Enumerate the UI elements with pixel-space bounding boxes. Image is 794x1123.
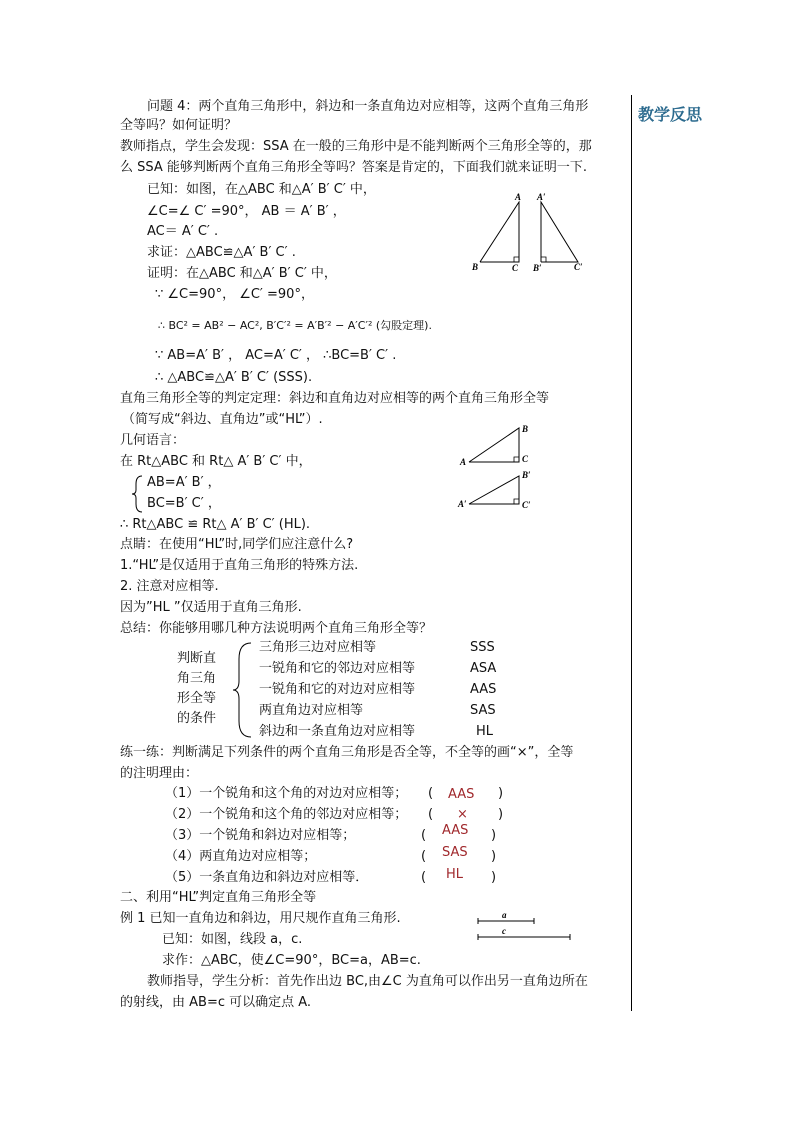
example1-construct: 求作：△ABC，使∠C=90°，BC=a，AB=c. [162, 953, 421, 968]
exercise-paren-2b: ) [498, 807, 504, 822]
summary-title: 总结：你能够用哪几种方法说明两个直角三角形全等？ [120, 621, 433, 636]
summary-abbr-1: SSS [470, 640, 495, 655]
summary-abbr-5: HL [476, 724, 494, 739]
label-c-prime-2: C′ [522, 500, 531, 510]
summary-label-2: 角三角 [177, 671, 217, 686]
exercise-line2: 的注明理由： [120, 766, 199, 781]
geometry-result: ∴ Rt△ABC ≌ Rt△ A′ B′ C′ (HL). [120, 517, 311, 532]
problem4-line2: 全等吗？如何证明？ [120, 118, 238, 133]
exercise-paren-2: ( [428, 807, 434, 822]
exercise-answer-4: SAS [442, 845, 468, 860]
proof-cond1: ∠C=∠ C′ =90°， AB ＝ A′ B′ ， [147, 204, 346, 219]
exercise-paren-4: ( [421, 849, 427, 864]
geometry-cond2: BC=B′ C′ ， [147, 496, 221, 511]
label-b-prime-2: B′ [522, 470, 531, 480]
exercise-paren-1b: ) [498, 786, 504, 801]
brace [130, 474, 146, 514]
exercise-line1: 练一练：判断满足下列条件的两个直角三角形是否全等，不全等的画“×”，全等 [120, 745, 574, 760]
proof-known: 已知：如图，在△ABC 和△A′ B′ C′ 中， [147, 182, 376, 197]
theorem-line2: （简写成“斜边、直角边”或“HL”）. [122, 412, 323, 427]
problem4-line1: 问题 4：两个直角三角形中，斜边和一条直角边对应相等，这两个直角三角形 [147, 99, 589, 114]
sidebar-title: 教学反思 [638, 105, 703, 124]
label-a-prime-2: A′ [458, 499, 467, 509]
label-b-2: B [522, 424, 529, 434]
summary-label-1: 判断直 [177, 651, 217, 666]
summary-abbr-3: AAS [470, 682, 497, 697]
exercise-answer-5: HL [446, 867, 464, 882]
geometry-title: 几何语言： [120, 433, 186, 448]
exercise-paren-5: ( [421, 870, 427, 885]
tips-1: 1.“HL”是仅适用于直角三角形的特殊方法. [120, 558, 359, 573]
geometry-intro: 在 Rt△ABC 和 Rt△ A′ B′ C′ 中， [120, 454, 312, 469]
triangle-abc-2 [469, 428, 519, 462]
exercise-item-1: （1）一个锐角和这个角的对边对应相等； [165, 786, 408, 801]
tips-2: 2. 注意对应相等. [120, 579, 219, 594]
exercise-item-5: （5）一条直角边和斜边对应相等． [165, 870, 369, 885]
exercise-item-3: （3）一个锐角和斜边对应相等； [165, 828, 356, 843]
geometry-cond1: AB=A′ B′ ， [147, 475, 221, 490]
proof-since1: ∵ ∠C=90°， ∠C′ =90°， [155, 287, 314, 302]
exercise-paren-3: ( [421, 828, 427, 843]
proof-since2: ∵ AB=A′ B′ ， AC=A′ C′ ， ∴BC=B′ C′ . [155, 348, 397, 363]
segments-figure [472, 909, 576, 943]
guide-line1: 教师指导，学生分析：首先作出边 BC,由∠C 为直角可以作出另一直角边所在 [147, 974, 588, 989]
label-a-2: A [460, 457, 467, 467]
exercise-answer-3: AAS [442, 823, 469, 838]
summary-abbr-2: ASA [470, 661, 497, 676]
summary-row-4: 两直角边对应相等 [259, 703, 364, 718]
triangle-abc [480, 202, 519, 262]
summary-label-4: 的条件 [177, 711, 217, 726]
exercise-answer-2: × [457, 807, 468, 822]
label-b-prime: B′ [533, 263, 542, 273]
label-c: C [512, 263, 519, 273]
summary-row-5: 斜边和一条直角边对应相等 [259, 724, 416, 739]
triangle-figure-2 [455, 420, 545, 520]
label-a-prime: A′ [537, 192, 546, 202]
column-divider [631, 95, 632, 1011]
teacher-line1: 教师指点，学生会发现：SSA 在一般的三角形中是不能判断两个三角形全等的，那 [120, 139, 592, 154]
summary-label-3: 形全等 [177, 691, 217, 706]
segment-c-label: c [502, 926, 506, 936]
triangle-abc-prime-2 [469, 476, 519, 504]
teacher-line2: 么 SSA 能够判断两个直角三角形全等吗？答案是肯定的，下面我们就来证明一下. [120, 160, 588, 175]
exercise-answer-1: AAS [448, 787, 475, 802]
exercise-paren-3b: ) [491, 828, 497, 843]
label-c-prime: C′ [574, 262, 583, 272]
tips-3: 因为”HL ”仅适用于直角三角形. [120, 600, 302, 615]
exercise-paren-4b: ) [491, 849, 497, 864]
exercise-item-4: （4）两直角边对应相等； [165, 849, 317, 864]
summary-row-1: 三角形三边对应相等 [259, 640, 377, 655]
proof-prove: 求证：△ABC≌△A′ B′ C′ . [147, 245, 296, 260]
segment-a-label: a [502, 910, 507, 920]
proof-cond2: AC＝ A′ C′ . [147, 224, 219, 239]
theorem-line1: 直角三角形全等的判定定理：斜边和直角边对应相等的两个直角三角形全等 [120, 391, 550, 406]
summary-abbr-4: SAS [470, 703, 496, 718]
exercise-paren-5b: ) [491, 870, 497, 885]
guide-line2: 的射线，由 AB=c 可以确定点 A. [120, 995, 312, 1010]
tips-title: 点睛：在使用“HL”时,同学们应注意什么? [120, 537, 354, 552]
exercise-paren-1: ( [428, 786, 434, 801]
proof-therefore2: ∴ △ABC≌△A′ B′ C′ (SSS). [155, 370, 313, 385]
section2-title: 二、利用“HL”判定直角三角形全等 [120, 890, 317, 905]
summary-row-3: 一锐角和它的对边对应相等 [259, 682, 416, 697]
example1-given: 已知：如图，线段 a，c. [162, 932, 303, 947]
label-c-2: C [522, 454, 529, 464]
proof-therefore1: ∴ BC² = AB² − AC², B′C′² = A′B′² − A′C′² (勾股定理). [158, 319, 432, 332]
proof-start: 证明：在△ABC 和△A′ B′ C′ 中， [147, 266, 337, 281]
triangle-figure-1 [470, 192, 590, 274]
summary-row-2: 一锐角和它的邻边对应相等 [259, 661, 416, 676]
example1: 例 1 已知一直角边和斜边，用尺规作直角三角形. [120, 911, 401, 926]
triangle-abc-prime [541, 202, 578, 262]
label-b: B [472, 262, 479, 272]
exercise-item-2: （2）一个锐角和这个角的邻边对应相等； [165, 807, 408, 822]
label-a: A [515, 192, 522, 202]
summary-brace [231, 641, 255, 739]
